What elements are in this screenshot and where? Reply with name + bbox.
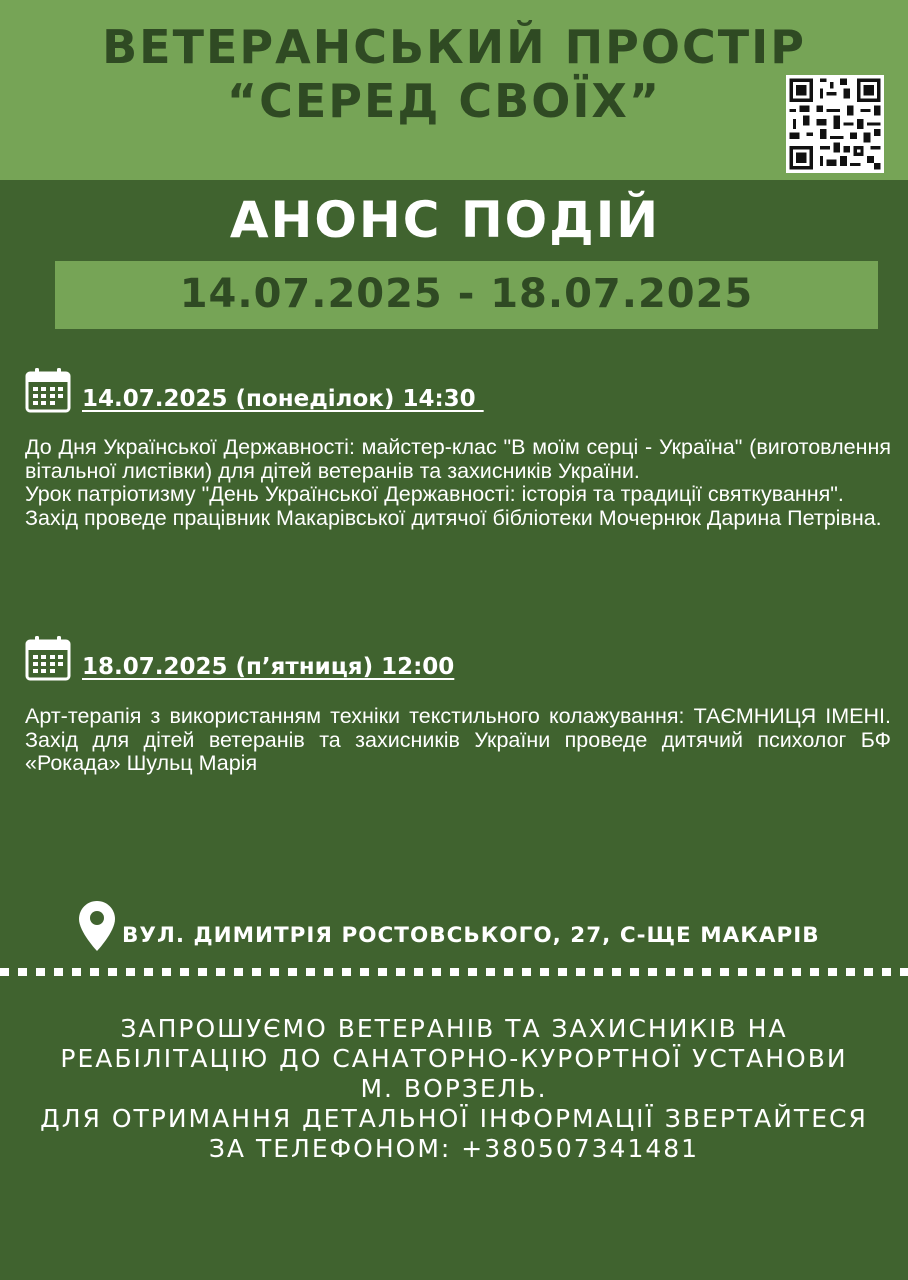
date-range-band bbox=[55, 261, 878, 329]
footer-line: М. ВОРЗЕЛЬ. bbox=[360, 1074, 548, 1103]
calendar-icon bbox=[24, 366, 72, 414]
event-2-date: 18.07.2025 (п’ятниця) 12:00 bbox=[82, 654, 455, 680]
announcement-title: АНОНС ПОДІЙ bbox=[229, 191, 661, 249]
dotted-divider bbox=[0, 968, 908, 976]
header-band bbox=[0, 0, 908, 180]
event-1-paragraph: Урок патріотизму "День Української Державності: історія та традиції святкування". bbox=[25, 482, 844, 506]
footer-phone-line[interactable]: ЗА ТЕЛЕФОНОМ: +380507341481 bbox=[208, 1134, 700, 1163]
footer-invitation bbox=[0, 1014, 908, 1164]
event-1-paragraph: До Дня Української Державності: майстер-клас "В моїм серці - Україна" (виготовлення вітальної листівки) для дітей ветеранів та захисників України. bbox=[25, 435, 891, 483]
event-2-description bbox=[25, 705, 891, 776]
event-1-description bbox=[25, 436, 891, 530]
footer-line: ЗАПРОШУЄМО ВЕТЕРАНІВ ТА ЗАХИСНИКІВ НА bbox=[120, 1014, 788, 1043]
address: ВУЛ. ДИМИТРІЯ РОСТОВСЬКОГО, 27, С-ЩЕ МАКАРІВ bbox=[122, 923, 820, 948]
header-title-line2: “СЕРЕД СВОЇХ” bbox=[226, 74, 662, 128]
event-1-date: 14.07.2025 (понеділок) 14:30 bbox=[82, 386, 484, 412]
date-range: 14.07.2025 - 18.07.2025 bbox=[179, 271, 754, 317]
event-1-paragraph: Захід проведе працівник Макарівської дитячої бібліотеки Мочернюк Дарина Петрівна. bbox=[25, 505, 882, 530]
map-pin-icon bbox=[78, 900, 116, 952]
header-title-line1: ВЕТЕРАНСЬКИЙ ПРОСТІР bbox=[102, 20, 806, 74]
footer-line: РЕАБІЛІТАЦІЮ ДО САНАТОРНО-КУРОРТНОЇ УСТАНОВИ bbox=[60, 1044, 848, 1073]
footer-line: ДЛЯ ОТРИМАННЯ ДЕТАЛЬНОЇ ІНФОРМАЦІЇ ЗВЕРТАЙТЕСЯ bbox=[40, 1104, 868, 1133]
qr-code-icon[interactable] bbox=[786, 75, 884, 173]
calendar-icon bbox=[24, 634, 72, 682]
event-2-paragraph: Арт-терапія з використанням техніки текстильного колажування: ТАЄМНИЦЯ ІМЕНІ. Захід для дітей ветеранів та захисників України проведе дитячий психолог БФ «Рокада» Шульц Марія bbox=[25, 704, 891, 775]
